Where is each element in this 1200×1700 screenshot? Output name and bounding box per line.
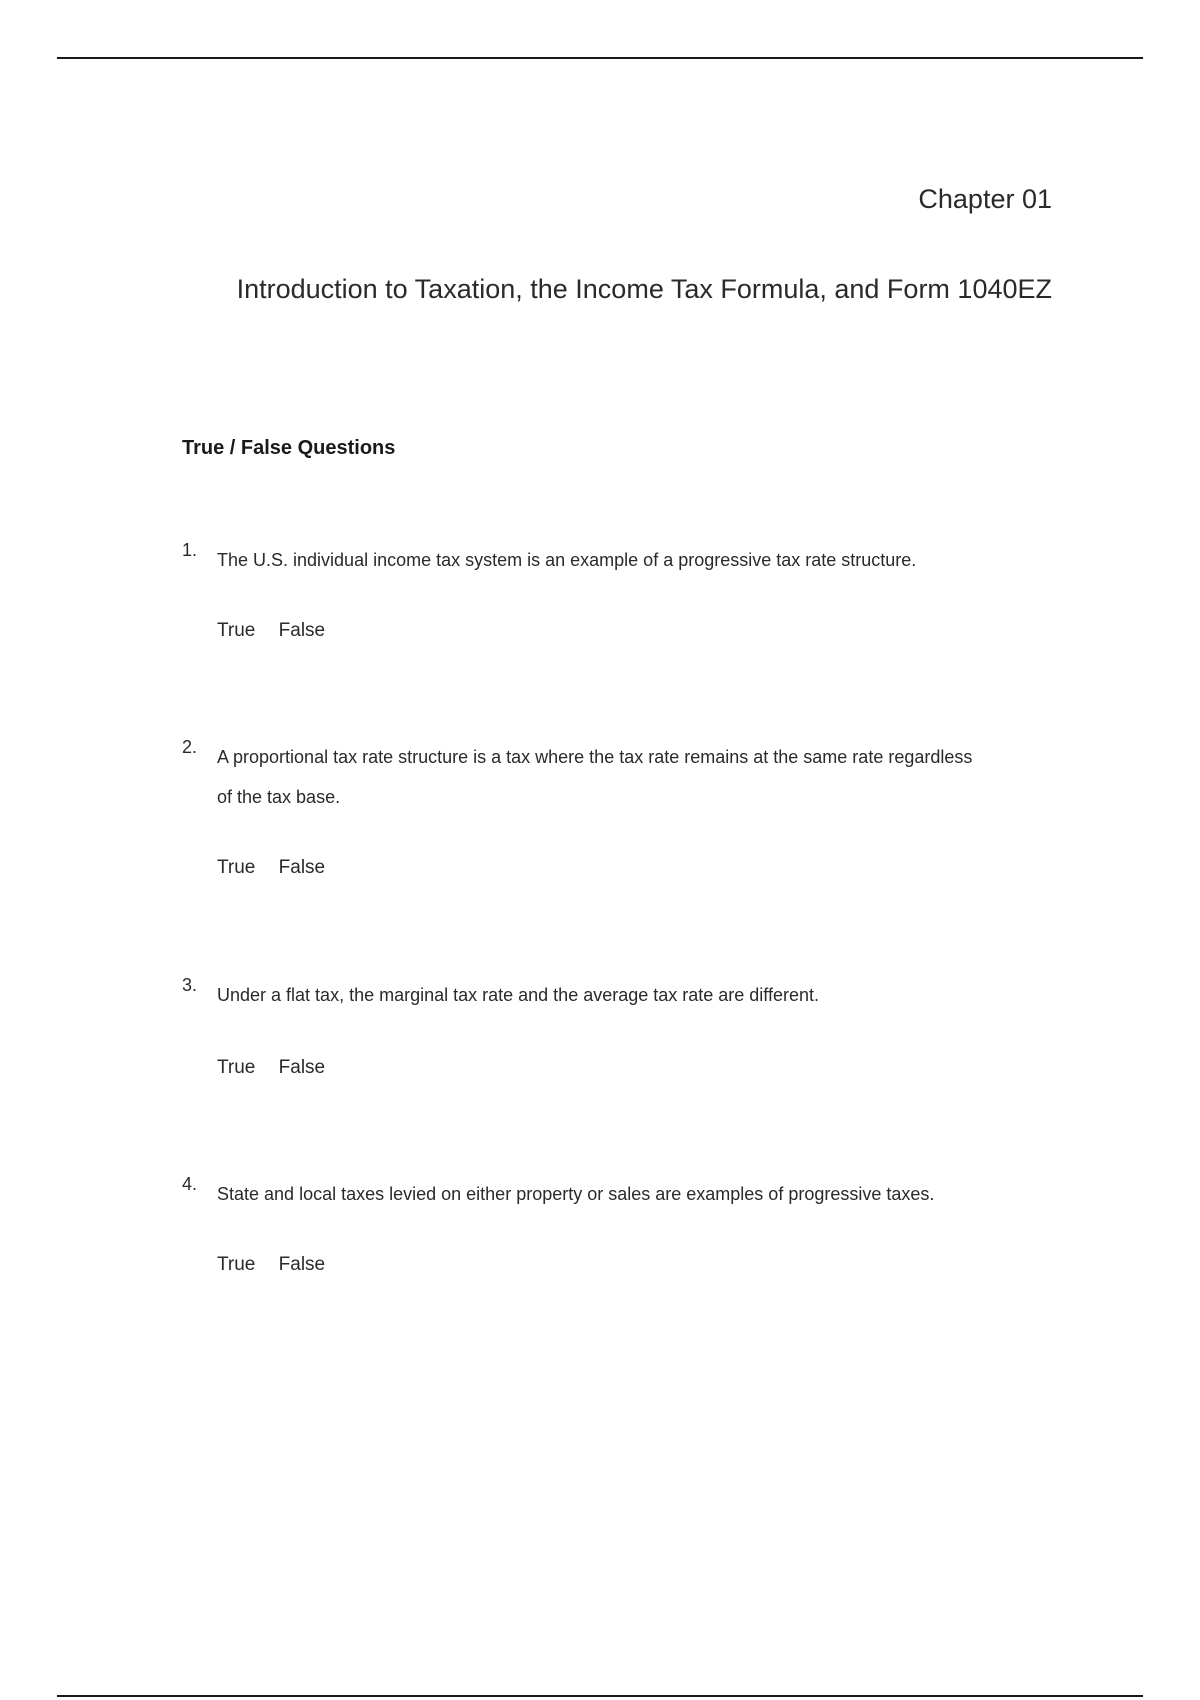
question-number: 2.	[182, 737, 198, 757]
question-text: State and local taxes levied on either property or sales are examples of progressive taxes.	[217, 1184, 935, 1204]
option-false: False	[278, 857, 326, 878]
answer-options	[217, 620, 343, 642]
question-item	[182, 540, 1082, 641]
question-number: 3.	[182, 975, 198, 995]
question-item	[182, 737, 1082, 878]
option-true: True	[217, 1254, 256, 1275]
bottom-rule	[57, 1695, 1143, 1697]
option-true: True	[217, 620, 256, 641]
chapter-title: Introduction to Taxation, the Income Tax Formula, and Form 1040EZ	[236, 274, 1052, 304]
top-rule	[57, 57, 1143, 59]
option-true: True	[217, 857, 256, 878]
question-item	[182, 1174, 1082, 1275]
question-number: 1.	[182, 540, 198, 560]
answer-options	[217, 1254, 343, 1276]
option-false: False	[278, 620, 326, 641]
question-text: The U.S. individual income tax system is an example of a progressive tax rate structure.	[217, 550, 917, 570]
question-text: A proportional tax rate structure is a tax where the tax rate remains at the same rate regardless of the tax base.	[217, 747, 973, 807]
answer-options	[217, 1057, 343, 1079]
option-false: False	[278, 1057, 326, 1078]
option-true: True	[217, 1057, 256, 1078]
chapter-label: Chapter 01	[918, 184, 1052, 214]
answer-options	[217, 857, 343, 879]
option-false: False	[278, 1254, 326, 1275]
question-number: 4.	[182, 1174, 198, 1194]
question-text: Under a flat tax, the marginal tax rate and the average tax rate are different.	[217, 985, 820, 1005]
section-heading: True / False Questions	[182, 437, 396, 459]
question-item	[182, 975, 1082, 1078]
